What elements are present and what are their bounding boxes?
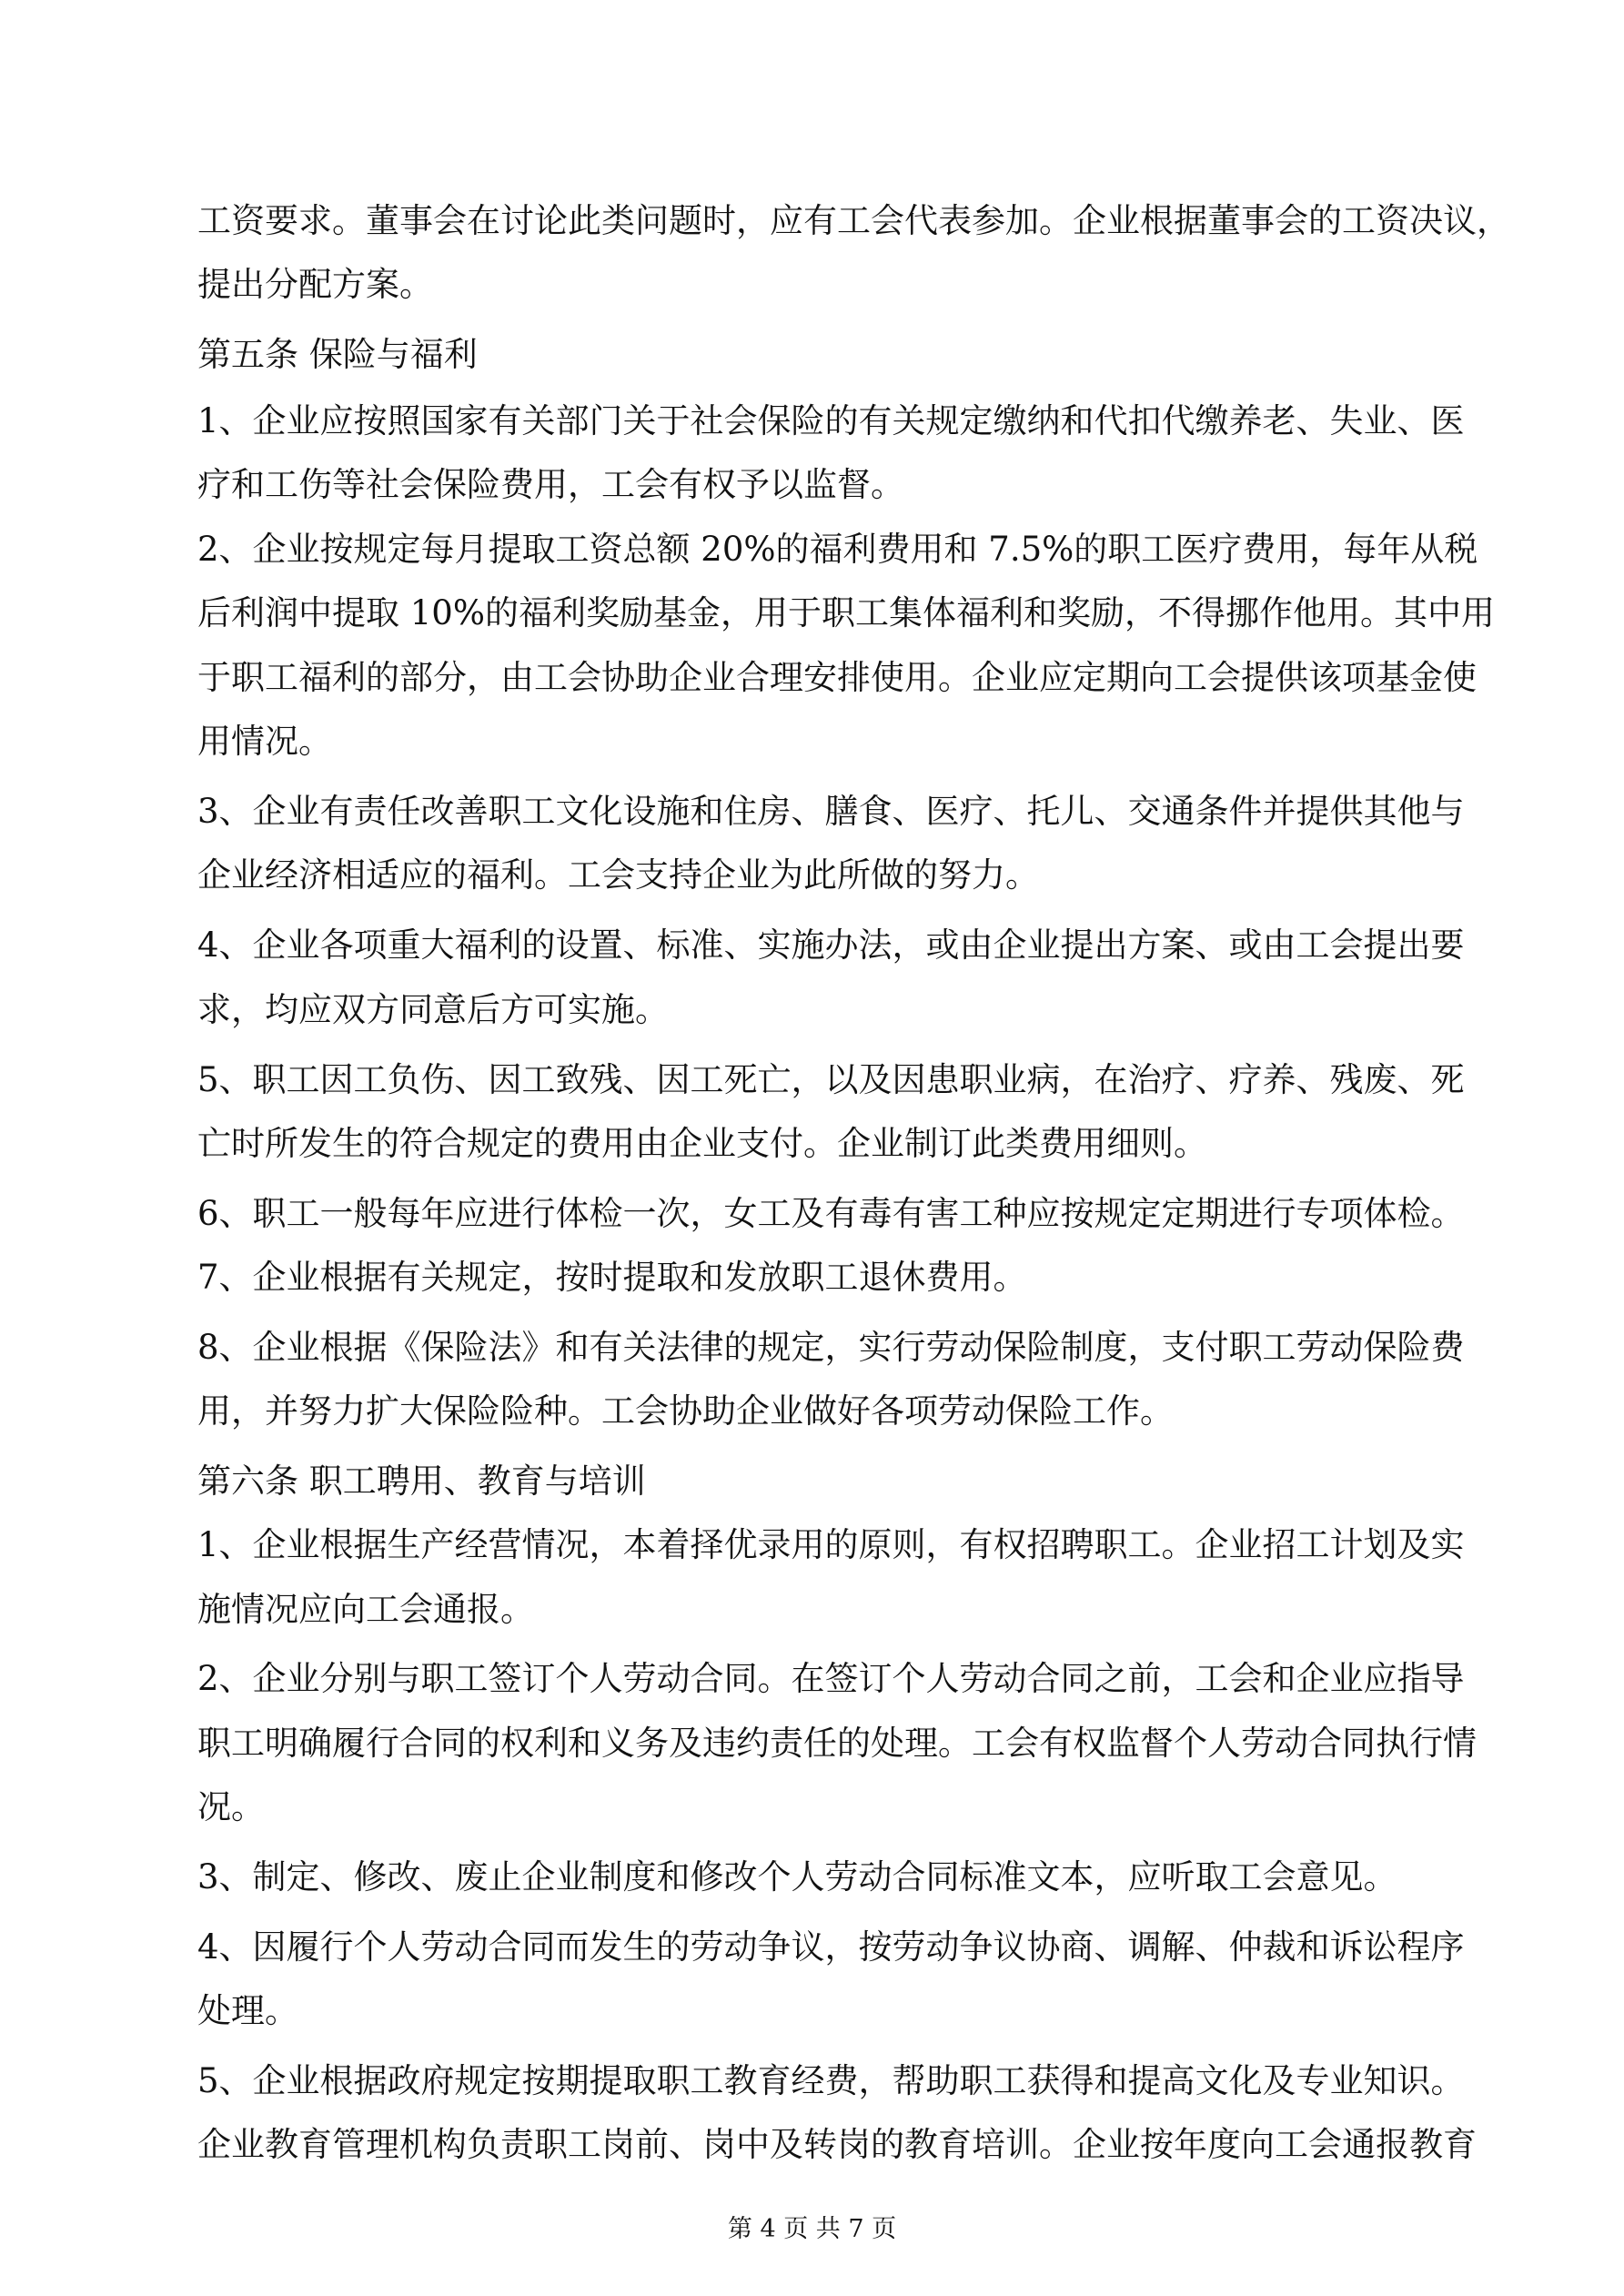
- text-line: 于职工福利的部分，由工会协助企业合理安排使用。企业应定期向工会提供该项基金使: [197, 658, 1477, 697]
- text-line: 施情况应向工会通报。: [197, 1590, 534, 1629]
- text-line: 5、职工因工负伤、因工致残、因工死亡，以及因患职业病，在治疗、疗养、残废、死: [197, 1060, 1465, 1099]
- text-line: 1、企业根据生产经营情况，本着择优录用的原则，有权招聘职工。企业招工计划及实: [197, 1525, 1465, 1564]
- text-line: 处理。: [197, 1991, 298, 2030]
- text-line: 用情况。: [197, 722, 332, 761]
- page-number-footer: 第 4 页 共 7 页: [727, 2215, 897, 2243]
- text-line: 况。: [197, 1787, 265, 1826]
- text-line: 2、企业分别与职工签订个人劳动合同。在签订个人劳动合同之前，工会和企业应指导: [197, 1659, 1465, 1698]
- text-line: 4、因履行个人劳动合同而发生的劳动争议，按劳动争议协商、调解、仲裁和诉讼程序: [197, 1927, 1465, 1967]
- text-line: 1、企业应按照国家有关部门关于社会保险的有关规定缴纳和代扣代缴养老、失业、医: [197, 401, 1465, 440]
- text-line: 企业教育管理机构负责职工岗前、岗中及转岗的教育培训。企业按年度向工会通报教育: [197, 2125, 1477, 2164]
- text-line: 用，并努力扩大保险险种。工会协助企业做好各项劳动保险工作。: [197, 1391, 1174, 1431]
- text-line: 2、企业按规定每月提取工资总额 20%的福利费用和 7.5%的职工医疗费用，每年从税: [197, 530, 1478, 569]
- text-line: 5、企业根据政府规定按期提取职工教育经费，帮助职工获得和提高文化及专业知识。: [197, 2061, 1465, 2100]
- text-line: 工资要求。董事会在讨论此类问题时，应有工会代表参加。企业根据董事会的工资决议，: [197, 201, 1510, 240]
- text-line: 4、企业各项重大福利的设置、标准、实施办法，或由企业提出方案、或由工会提出要: [197, 925, 1465, 965]
- text-line: 职工明确履行合同的权利和义务及违约责任的处理。工会有权监督个人劳动合同执行情: [197, 1724, 1477, 1763]
- text-line: 7、企业根据有关规定，按时提取和发放职工退休费用。: [197, 1258, 1027, 1297]
- section-heading: 第六条 职工聘用、教育与培训: [197, 1462, 646, 1501]
- text-line: 3、制定、修改、废止企业制度和修改个人劳动合同标准文本，应听取工会意见。: [197, 1857, 1397, 1896]
- text-line: 亡时所发生的符合规定的费用由企业支付。企业制订此类费用细则。: [197, 1124, 1207, 1163]
- text-line: 6、职工一般每年应进行体检一次，女工及有毒有害工种应按规定定期进行专项体检。: [197, 1194, 1465, 1233]
- text-line: 疗和工伤等社会保险费用，工会有权予以监督。: [197, 465, 904, 504]
- text-line: 后利润中提取 10%的福利奖励基金，用于职工集体福利和奖励，不得挪作他用。其中用: [197, 593, 1495, 632]
- text-line: 8、企业根据《保险法》和有关法律的规定，实行劳动保险制度，支付职工劳动保险费: [197, 1328, 1465, 1367]
- text-line: 求，均应双方同意后方可实施。: [197, 990, 669, 1029]
- text-line: 企业经济相适应的福利。工会支持企业为此所做的努力。: [197, 855, 1039, 895]
- text-line: 3、企业有责任改善职工文化设施和住房、膳食、医疗、托儿、交通条件并提供其他与: [197, 792, 1465, 831]
- section-heading: 第五条 保险与福利: [197, 335, 478, 374]
- text-line: 提出分配方案。: [197, 265, 433, 304]
